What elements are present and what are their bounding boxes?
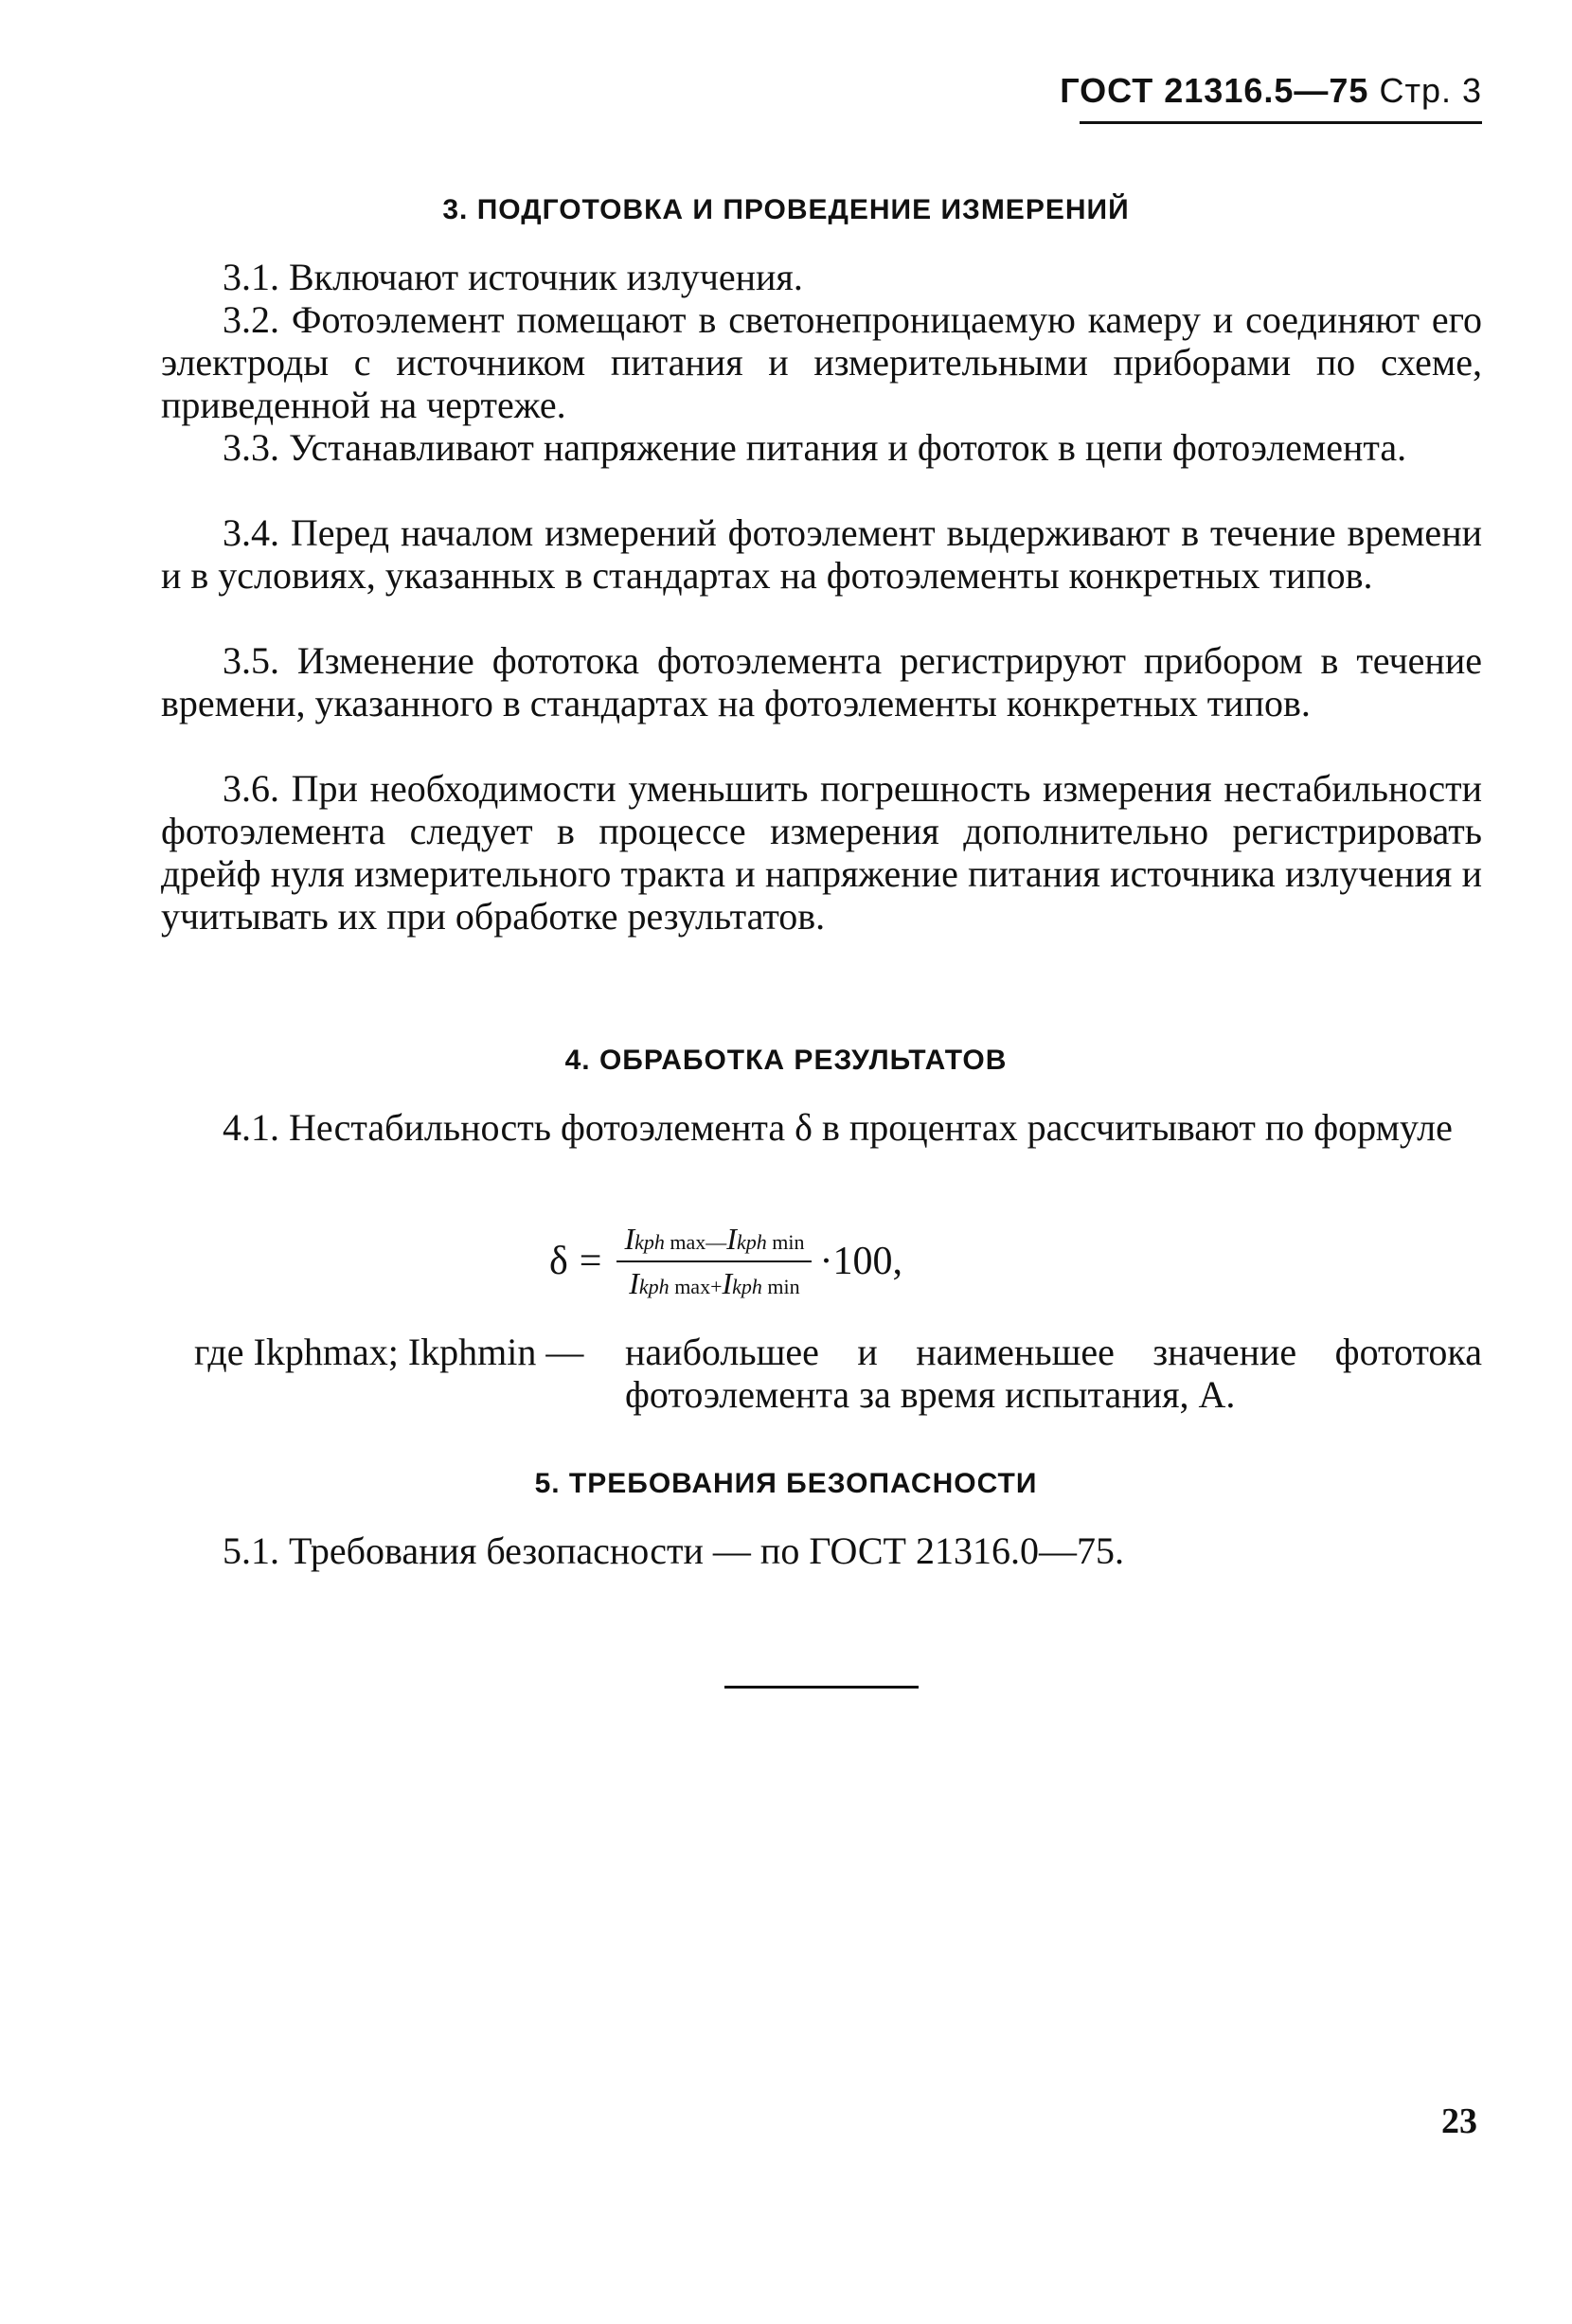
formula-lhs: δ (549, 1240, 568, 1283)
header-rule (1080, 121, 1482, 124)
section-3-title: 3. ПОДГОТОВКА И ПРОВЕДЕНИЕ ИЗМЕРЕНИЙ (442, 194, 1130, 225)
paragraph-5-1: 5.1. Требования безопасности — по ГОСТ 21316.0—75. (223, 1529, 1124, 1572)
legend-description: наибольшее и наименьшее значение фототока фотоэлемента за время испытания, А. (625, 1331, 1482, 1416)
paragraph-3-4: 3.4. Перед началом измерений фотоэлемент выдерживают в течение времени и в условиях, указанных в стандартах на фотоэлементы конкретных типов. (161, 511, 1482, 597)
paragraph-3-6: 3.6. При необходимости уменьшить погрешность измерения нестабильности фотоэлемента следует в процессе измерения дополнительно регистрировать дрейф нуля измерительного тракта и напряжение питания источника излучения и учитывать их при обработке результатов. (161, 767, 1482, 938)
denominator-term-a: I (629, 1266, 639, 1300)
formula-denominator (621, 1262, 807, 1301)
numerator-sub-a: kph (634, 1230, 665, 1254)
instability-formula (549, 1222, 902, 1301)
numerator-rest-a: max (664, 1230, 706, 1254)
formula-equals: = (579, 1240, 602, 1283)
section-5-title: 5. ТРЕБОВАНИЯ БЕЗОПАСНОСТИ (534, 1468, 1038, 1499)
section-4-title: 4. ОБРАБОТКА РЕЗУЛЬТАТОВ (564, 1045, 1008, 1076)
page-label: Стр. 3 (1379, 71, 1482, 110)
denominator-rest-a: max (669, 1275, 711, 1298)
denominator-operator: + (710, 1275, 723, 1298)
paragraph-3-5: 3.5. Изменение фототока фотоэлемента регистрируют прибором в течение времени, указанного в стандартах на фотоэлементы конкретных типов. (161, 639, 1482, 724)
page-header (1004, 71, 1482, 111)
formula-legend (194, 1331, 1482, 1425)
numerator-term-b: I (726, 1222, 737, 1256)
paragraph-3-1: 3.1. Включают источник излучения. (223, 256, 803, 298)
page-number: 23 (1441, 2101, 1477, 2141)
numerator-operator: — (706, 1230, 727, 1254)
denominator-rest-b: min (761, 1275, 800, 1298)
paragraph-3-3: 3.3. Устанавливают напряжение питания и фототок в цепи фотоэлемента. (223, 426, 1407, 469)
end-rule (724, 1686, 919, 1689)
paragraph-3-2: 3.2. Фотоэлемент помещают в светонепроницаемую камеру и соединяют его электроды с источником питания и измерительными приборами по схеме, приведенной на чертеже. (161, 298, 1482, 426)
denominator-sub-a: kph (638, 1275, 670, 1298)
numerator-term-a: I (624, 1222, 635, 1256)
numerator-sub-b: kph (736, 1230, 767, 1254)
formula-numerator (616, 1222, 812, 1260)
denominator-sub-b: kph (732, 1275, 762, 1298)
legend-symbols: где Ikphmax; Ikphmin — (194, 1331, 584, 1373)
formula-multiplier: ·100, (819, 1240, 902, 1283)
paragraph-4-1: 4.1. Нестабильность фотоэлемента δ в процентах рассчитывают по формуле (223, 1106, 1453, 1149)
standard-number: ГОСТ 21316.5—75 (1060, 71, 1369, 110)
formula-fraction (616, 1222, 812, 1301)
numerator-rest-b: min (766, 1230, 805, 1254)
denominator-term-b: I (722, 1266, 733, 1300)
